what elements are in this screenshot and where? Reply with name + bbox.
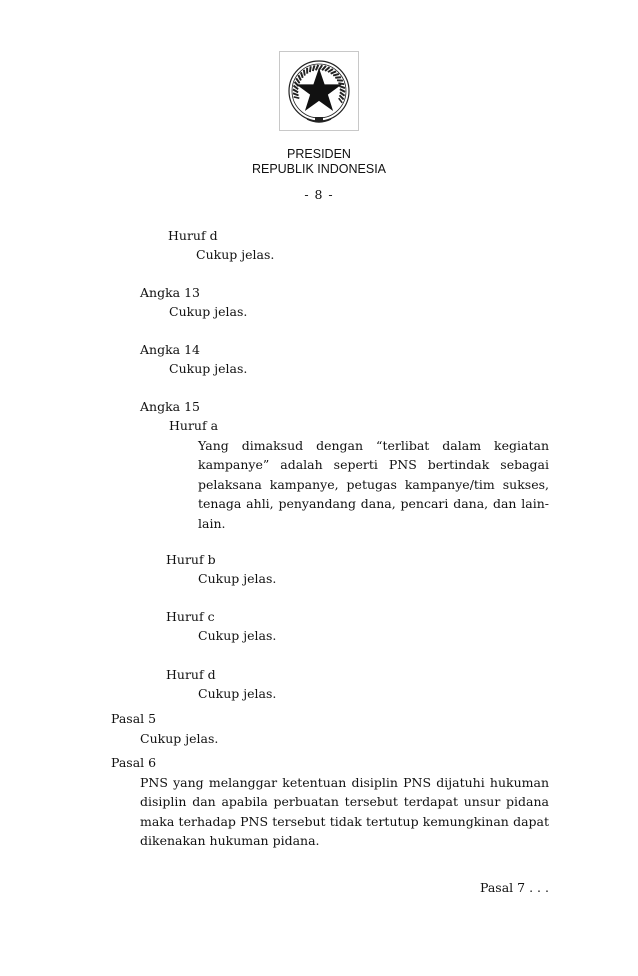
pasal-6-label: Pasal 6 bbox=[111, 755, 157, 770]
paragraph-line: disiplin dan apabila perbuatan tersebut terdapat unsur pidana bbox=[140, 794, 549, 810]
paragraph-line: dikenakan hukuman pidana. bbox=[140, 833, 320, 849]
huruf-d-text: Cukup jelas. bbox=[196, 247, 275, 262]
paragraph-line: PNS yang melanggar ketentuan disiplin PNS dijatuhi hukuman bbox=[140, 775, 549, 790]
angka-13-label: Angka 13 bbox=[140, 285, 200, 300]
page-number: - 8 - bbox=[304, 187, 334, 202]
paragraph-line: maka terhadap PNS tersebut tidak tertutup kemungkinan dapat bbox=[140, 813, 549, 829]
angka-14-label: Angka 14 bbox=[140, 342, 200, 357]
paragraph-line: lain. bbox=[198, 515, 226, 531]
paragraph-line: Yang dimaksud dengan “terlibat dalam kegiatan bbox=[198, 438, 549, 453]
angka-13-text: Cukup jelas. bbox=[169, 304, 248, 319]
huruf-d-label: Huruf d bbox=[168, 228, 218, 243]
paragraph-line: tenaga ahli, penyandang dana, pencari dana, dan lain- bbox=[198, 496, 549, 512]
angka-15-huruf-a-label: Huruf a bbox=[169, 418, 219, 433]
angka-15-huruf-c-label: Huruf c bbox=[166, 609, 215, 624]
angka-15-huruf-d-text: Cukup jelas. bbox=[198, 686, 277, 701]
footer-next-section: Pasal 7 . . . bbox=[480, 880, 549, 895]
paragraph-line: kampanye” adalah seperti PNS bertindak sebagai bbox=[198, 457, 549, 473]
pasal-5-label: Pasal 5 bbox=[111, 711, 157, 726]
angka-14-text: Cukup jelas. bbox=[169, 361, 248, 376]
angka-15-huruf-a-paragraph bbox=[198, 436, 549, 533]
paragraph-line: pelaksana kampanye, petugas kampanye/tim sukses, bbox=[198, 476, 549, 492]
header-line-republik: REPUBLIK INDONESIA bbox=[251, 162, 387, 176]
header-line-presiden: PRESIDEN bbox=[287, 147, 351, 161]
pasal-6-paragraph bbox=[140, 773, 549, 851]
pasal-5-text: Cukup jelas. bbox=[140, 731, 219, 746]
angka-15-huruf-c-text: Cukup jelas. bbox=[198, 628, 277, 643]
angka-15-huruf-b-label: Huruf b bbox=[166, 552, 216, 567]
angka-15-huruf-b-text: Cukup jelas. bbox=[198, 571, 277, 586]
garuda-emblem-icon bbox=[279, 51, 359, 131]
angka-15-label: Angka 15 bbox=[140, 399, 200, 414]
angka-15-huruf-d-label: Huruf d bbox=[166, 667, 216, 682]
